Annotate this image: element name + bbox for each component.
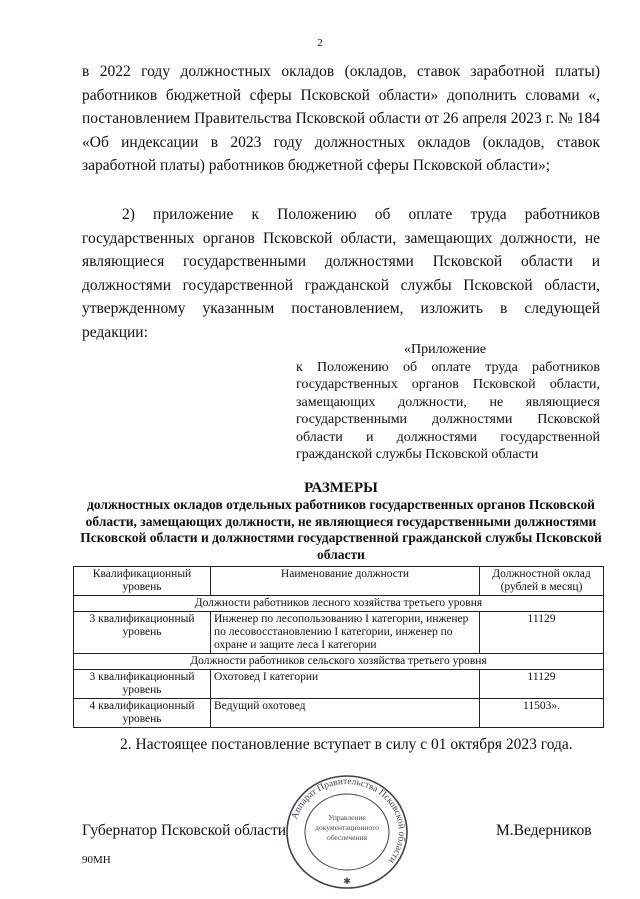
cell-salary: 11129 [480, 670, 604, 699]
group-title: Должности работников лесного хозяйства третьего уровня [74, 596, 604, 612]
cell-position: Инженер по лесопользованию I категории, инженер по лесовосстановлению I категории, инженер по охране и защите леса I категории [211, 612, 480, 654]
cell-salary: 11503». [480, 699, 604, 728]
paragraph-item-2: 2) приложение к Положению об оплате труда работников государственных органов Псковской области, замещающих должности, не являющиеся государственными должностями Псковской области и должностями государственной гражданской службы Псковской области, утвержденному указанным постановлением, изложить в следующей редакции: [82, 206, 600, 341]
header-level: Квалификационный уровень [74, 567, 211, 596]
appendix-heading [296, 341, 600, 464]
header-salary: Должностной оклад (рублей в месяц) [480, 567, 604, 596]
page-number: 2 [317, 37, 323, 49]
official-stamp [282, 772, 412, 892]
table-group-row [74, 654, 604, 670]
table-group-row [74, 596, 604, 612]
table-row [74, 670, 604, 699]
table-row [74, 699, 604, 728]
signer-name: М.Ведерников [496, 822, 592, 839]
appendix-text: к Положению об оплате труда работников государственных органов Псковской области, замещающих должности, не являющиеся государственными должностями Псковской области и должностями государственной гражданской службы Псковской области [296, 359, 600, 462]
appendix-first-line: «Приложение [404, 342, 487, 357]
cell-position: Ведущий охотовед [211, 699, 480, 728]
cell-salary: 11129 [480, 612, 604, 654]
document-title: РАЗМЕРЫ [304, 480, 378, 496]
header-position: Наименование должности [211, 567, 480, 596]
cell-level: 3 квалификационный уровень [74, 670, 211, 699]
paragraph-continuation: в 2022 году должностных окладов (окладов, ставок заработной платы) работников бюджетной сферы Псковской области» дополнить словами «, постановлением Правительства Псковской области от 26 апреля 2023 г. № 184 «Об индексации в 2023 году должностных окладов (окладов, ставок заработной платы) работников бюджетной сферы Псковской области»; [82, 63, 600, 175]
table-header-row [74, 567, 604, 596]
stamp-star-icon: ✱ [343, 876, 351, 886]
stamp-inner-line-2: документационного [315, 823, 379, 832]
cell-position: Охотовед I категории [211, 670, 480, 699]
document-code: 90МН [82, 854, 111, 866]
stamp-inner-line-3: обеспечения [326, 833, 368, 842]
governor-label: Губернатор Псковской области [82, 822, 287, 839]
group-title: Должности работников сельского хозяйства третьего уровня [74, 654, 604, 670]
cell-level: 3 квалификационный уровень [74, 612, 211, 654]
stamp-inner-line-1: Управление [328, 813, 366, 822]
stamp-ring-text: Аппарат Правительства Псковской области [290, 776, 407, 866]
table-row [74, 612, 604, 654]
document-subtitle: должностных окладов отдельных работников государственных органов Псковской области, замещающих должности, не являющиеся государственными должностями Псковской области и должностями государственной гражданской службы Псковской области [80, 497, 602, 562]
cell-level: 4 квалификационный уровень [74, 699, 211, 728]
final-paragraph: 2. Настоящее постановление вступает в силу с 01 октября 2023 года. [120, 736, 573, 753]
salary-table [73, 566, 604, 728]
